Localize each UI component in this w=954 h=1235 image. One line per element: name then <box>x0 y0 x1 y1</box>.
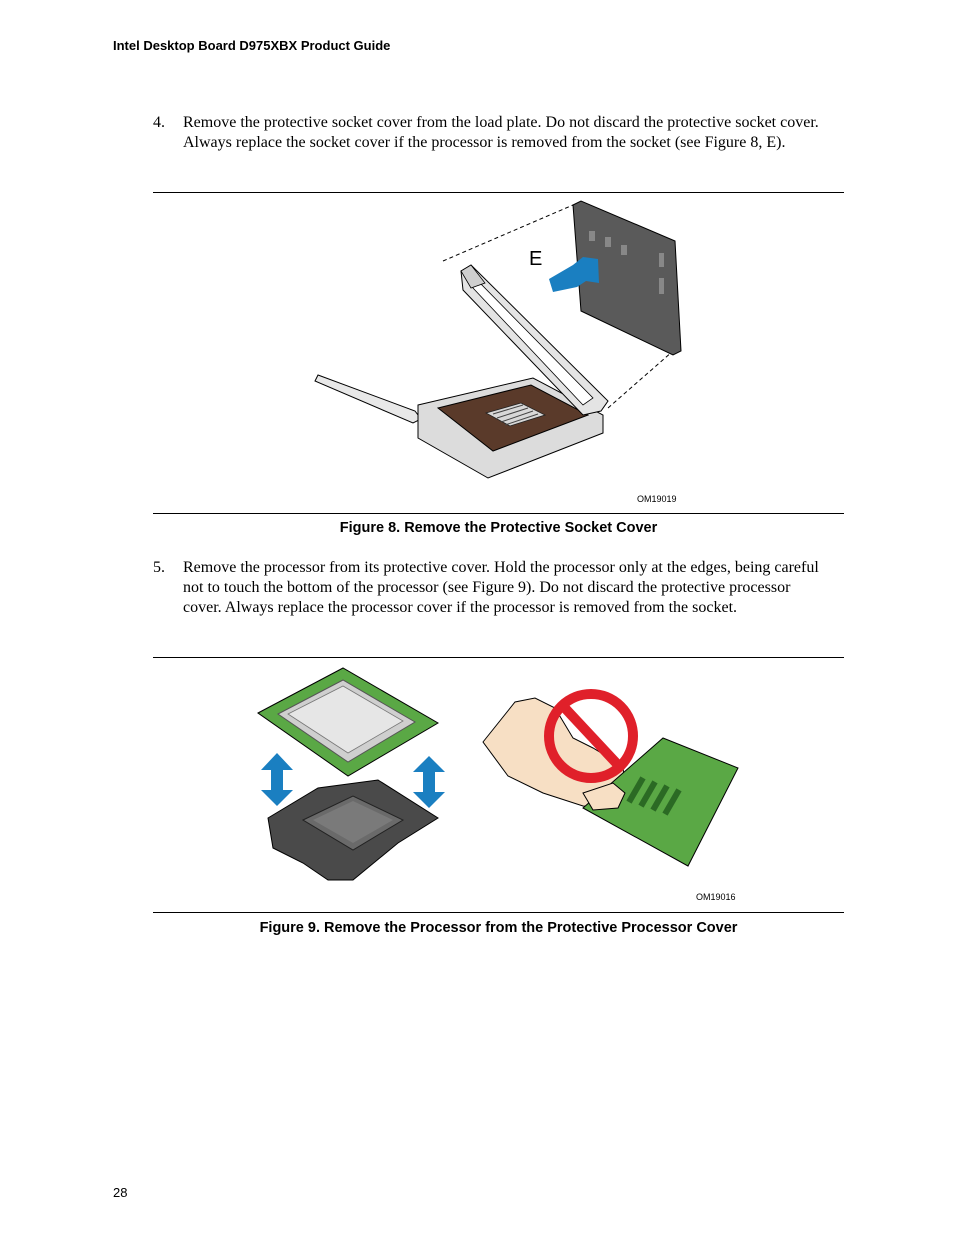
figure-bottom-rule <box>153 513 844 514</box>
step-number: 5. <box>153 559 165 576</box>
step-text: Remove the protective socket cover from the load plate. Do not discard the protective socket cover. Always replace the socket cover if the processor is removed from the socket (see Figure 8, E). <box>183 114 819 151</box>
step-number: 4. <box>153 114 165 131</box>
figure-9-illustration <box>153 658 844 912</box>
figure-bottom-rule <box>153 912 844 913</box>
step-4 <box>153 113 833 153</box>
figure-caption: Figure 8. Remove the Protective Socket Cover <box>339 520 658 536</box>
figure-code: OM19016 <box>696 892 736 902</box>
step-text: Remove the processor from its protective cover. Hold the processor only at the edges, being careful not to touch the bottom of the processor (see Figure 9). Do not discard the protective processor cover. Always replace the processor cover if the processor is removed from the socket. <box>183 559 819 616</box>
step-5 <box>153 558 833 618</box>
figure-8-illustration <box>153 193 844 513</box>
figure-code: OM19019 <box>637 494 677 504</box>
figure-callout-e: E <box>529 248 543 270</box>
page-number: 28 <box>113 1185 128 1200</box>
running-header: Intel Desktop Board D975XBX Product Guide <box>113 38 391 53</box>
figure-caption: Figure 9. Remove the Processor from the Protective Processor Cover <box>259 920 738 936</box>
